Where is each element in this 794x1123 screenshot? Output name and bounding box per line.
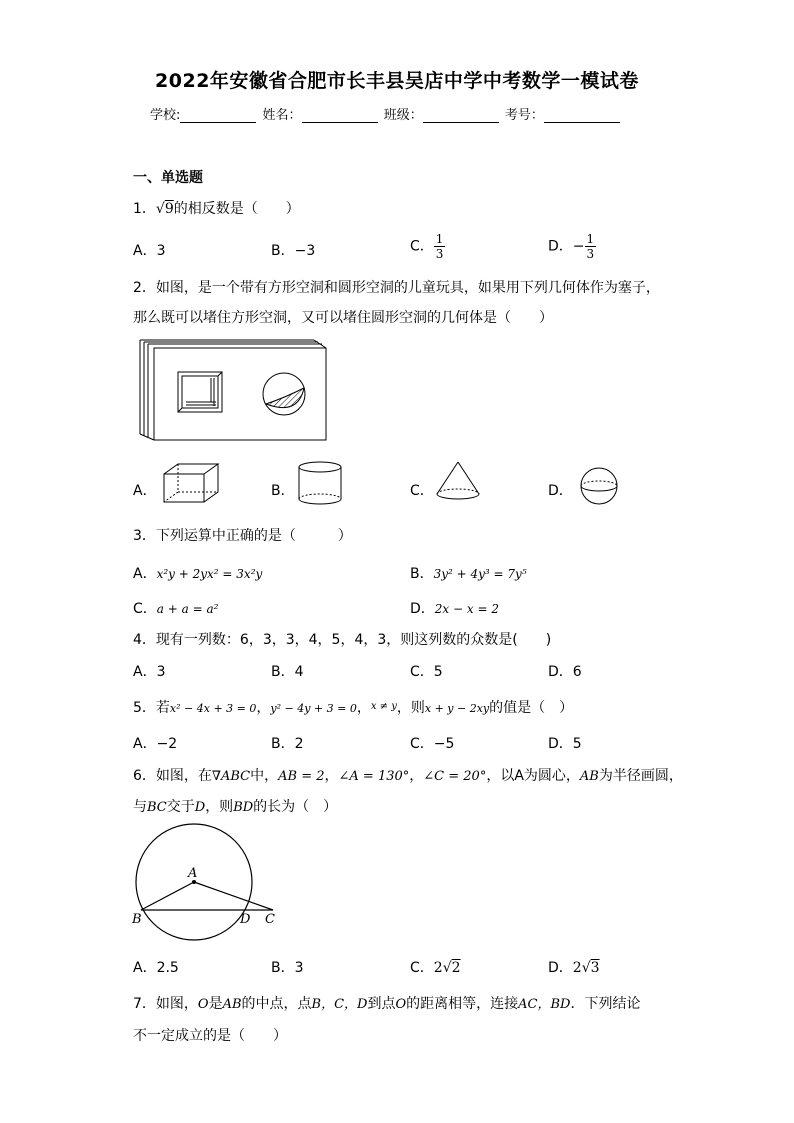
q3-a-label: A．: [133, 566, 157, 582]
q5-sep2: ，: [356, 700, 371, 716]
exam-no-blank[interactable]: [544, 109, 620, 123]
q7-acbd: AC，BD: [518, 997, 571, 1012]
q6-l1d: 为半径画圆，: [598, 768, 683, 784]
q6-c-prefix: C．: [410, 960, 434, 976]
q6-c-coef: 2: [433, 960, 443, 976]
label-d: D: [240, 912, 251, 927]
q1-c-prefix: C．: [410, 238, 434, 255]
q6-l1b: 中，: [250, 768, 279, 784]
q1-number: 1．: [133, 201, 156, 217]
q2-option-d[interactable]: D．: [548, 483, 573, 499]
q3-b-label: B．: [410, 566, 434, 582]
q6-ab: AB = 2: [278, 769, 325, 784]
q6-c-radicand: 2: [451, 960, 461, 976]
q3-text: 3．下列运算中正确的是（ ）: [133, 528, 352, 544]
q6-l2d: 的长为（ ）: [253, 799, 338, 815]
q7-line2: 不一定成立的是（ ）: [133, 1028, 287, 1044]
q6-triangle: ∇ABC: [211, 769, 251, 784]
cylinder-icon: [296, 460, 346, 506]
q6-l2b: 交于: [166, 799, 195, 815]
q7-l1d: 到点: [367, 996, 396, 1012]
q5-option-c[interactable]: C．−5: [410, 736, 455, 752]
q6-ab2: AB: [579, 769, 599, 784]
q6-l1a: 6．如图，在: [133, 768, 212, 784]
q6-option-b[interactable]: B．3: [271, 960, 304, 976]
q6-option-d[interactable]: [548, 957, 600, 977]
den: 3: [586, 247, 595, 261]
num: 1: [586, 232, 595, 246]
q3-d-expr: 2x − x = 2: [434, 602, 499, 616]
q3-option-c[interactable]: [133, 598, 218, 618]
q6-sep1: ，: [324, 768, 339, 784]
label-a: A: [188, 866, 198, 881]
q7-l1c: 的中点，点: [241, 996, 312, 1012]
q4-option-b[interactable]: B．4: [271, 664, 304, 680]
q1-option-a[interactable]: A．3: [133, 243, 166, 259]
cube-icon: [162, 462, 220, 504]
q3-c-expr: a + a = a²: [156, 602, 219, 616]
q6-l2a: 与: [133, 799, 147, 815]
q6-option-c[interactable]: [410, 957, 461, 977]
q3-option-b[interactable]: [410, 563, 527, 583]
q1-d-fraction: [585, 232, 597, 261]
q1-c-fraction: [434, 232, 446, 261]
student-info-line: [150, 104, 622, 123]
den: 3: [435, 247, 444, 261]
q6-bd: BD: [233, 800, 254, 815]
q6-angle-c: ∠C = 20°: [423, 769, 487, 784]
q7-l1e: 的距离相等，连接: [406, 996, 519, 1012]
q7-l1f: ．下列结论: [570, 996, 641, 1012]
sqrt-symbol: √: [155, 201, 165, 217]
q2-line1: 2．如图，是一个带有方形空洞和圆形空洞的儿童玩具，如果用下列几何体作为塞子，: [133, 280, 660, 296]
q1-radicand: 9: [164, 201, 174, 217]
q5-suffix: 的值是（ ）: [489, 700, 574, 716]
q5-option-a[interactable]: A．−2: [133, 736, 178, 752]
q5-expr: x + y − 2xy: [424, 702, 490, 715]
q6-angle-a: ∠A = 130°: [338, 769, 410, 784]
class-blank[interactable]: [423, 109, 499, 123]
q3-d-label: D．: [410, 601, 435, 617]
q2-option-b[interactable]: B．: [271, 483, 295, 499]
sphere-icon: [576, 467, 624, 505]
q6-d: D: [194, 800, 206, 815]
q1-option-b[interactable]: B．−3: [271, 243, 316, 259]
q3-option-d[interactable]: [410, 598, 499, 618]
q5-eq1: x² − 4x + 3 = 0: [169, 702, 257, 715]
question-5: [133, 697, 573, 717]
q6-bc: BC: [147, 800, 167, 815]
q7-l1a: 7．如图，: [133, 996, 198, 1012]
page-title: 2022年安徽省合肥市长丰县吴店中学中考数学一模试卷: [155, 70, 639, 92]
q4-option-c[interactable]: C．5: [410, 664, 443, 680]
q2-option-a[interactable]: A．: [133, 483, 157, 499]
q6-option-a[interactable]: A．2.5: [133, 960, 179, 976]
q5-prefix: 5．若: [133, 700, 170, 716]
q6-line2: [133, 796, 337, 816]
q3-c-label: C．: [133, 601, 157, 617]
class-label: 班级：: [383, 108, 423, 123]
sqrt-symbol: √: [442, 960, 452, 976]
exam-no-label: 考号：: [504, 108, 544, 123]
sqrt-symbol: √: [581, 960, 591, 976]
q6-d-coef: 2: [572, 960, 582, 976]
q6-l1c: ，以A为圆心，: [486, 768, 580, 784]
q6-line1: [133, 765, 683, 785]
q7-ab: AB: [222, 997, 242, 1012]
q3-option-a[interactable]: [133, 563, 262, 583]
school-label: 学校:: [150, 108, 181, 123]
label-c: C: [265, 912, 275, 927]
q5-option-b[interactable]: B．2: [271, 736, 304, 752]
school-blank[interactable]: [180, 109, 256, 123]
q1-d-prefix: D．−: [548, 238, 585, 255]
section-title: 一、单选题: [133, 170, 203, 186]
question-1: [133, 198, 300, 218]
q5-sep1: ，: [256, 700, 271, 716]
toy-figure: [138, 338, 330, 444]
q7-o2: O: [395, 997, 407, 1012]
q7-line1: [133, 993, 640, 1013]
q5-cond: x ≠ y: [370, 701, 397, 712]
q4-option-d[interactable]: D．6: [548, 664, 582, 680]
q7-l1b: 是: [208, 996, 223, 1012]
q3-b-expr: 3y² + 4y³ = 7y⁵: [433, 567, 527, 581]
name-blank[interactable]: [302, 109, 378, 123]
circle-triangle-figure: [128, 822, 288, 952]
q5-option-d[interactable]: D．5: [548, 736, 582, 752]
q4-option-a[interactable]: A．3: [133, 664, 166, 680]
q6-sep2: ，: [409, 768, 424, 784]
q4-text: 4．现有一列数：6，3，3，4，5，4，3，则这列数的众数是( ): [133, 632, 552, 648]
q1-option-c[interactable]: [410, 232, 445, 261]
name-label: 姓名：: [262, 108, 302, 123]
q7-bcd: B，C，D: [311, 997, 368, 1012]
q6-d-radicand: 3: [590, 960, 600, 976]
q2-option-c[interactable]: C．: [410, 483, 434, 499]
q1-option-d[interactable]: [548, 232, 596, 261]
q3-a-expr: x²y + 2yx² = 3x²y: [156, 567, 263, 581]
label-b: B: [132, 912, 142, 927]
cone-icon: [434, 460, 482, 504]
q5-mid: ，则: [396, 700, 425, 716]
q2-line2: 那么既可以堵住方形空洞，又可以堵住圆形空洞的几何体是（ ）: [133, 310, 553, 326]
q5-eq2: y² − 4y + 3 = 0: [270, 702, 357, 715]
q6-d-prefix: D．: [548, 960, 573, 976]
num: 1: [435, 232, 444, 246]
q7-o: O: [197, 997, 209, 1012]
q1-text: 的相反数是（ ）: [173, 201, 300, 217]
q6-l2c: ，则: [205, 799, 234, 815]
